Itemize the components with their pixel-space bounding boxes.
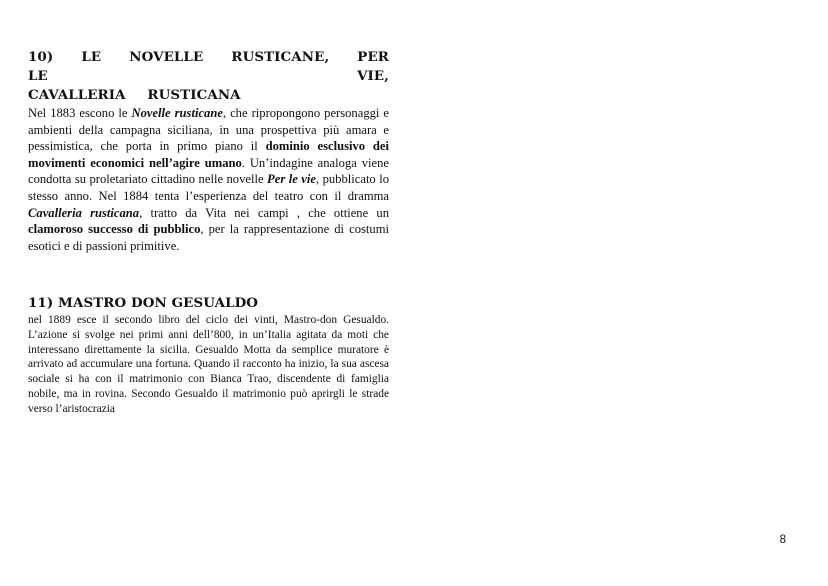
- section-title-line-1: 10) LE NOVELLE RUSTICANE, PER LE VIE,: [28, 49, 389, 84]
- section-paragraph: nel 1889 esce il secondo libro del ciclo dei vinti, Mastro-don Gesualdo. L’azione si svolge nei primi anni dell’800, in un’Italia agitata da moti che interessano direttamente la sicilia. Gesualdo Motta da semplice muratore è arrivato ad accumulare una fortuna. Quando il racconto ha inizio, la sua ascesa sociale si ha con il matrimonio con Bianca Trao, discendente di famiglia nobile, ma in rovina. Secondo Gesualdo il matrimonio può aprirgli le strade verso l’aristocrazia: [28, 314, 389, 415]
- section-paragraph: [28, 105, 389, 254]
- section-mastro-don-gesualdo: [28, 294, 389, 417]
- text-run-bold-italic: Cavalleria rusticana: [28, 205, 140, 220]
- text-run: , pubblicato lo stesso anno. Nel 1884 tenta l’esperienza del teatro con il dramma: [28, 172, 390, 203]
- text-run-bold-italic: Novelle rusticane: [131, 106, 223, 120]
- text-run: Nel 1883 escono le: [28, 106, 132, 120]
- section-title: [28, 48, 389, 105]
- text-run: , che ripropongono personaggi e ambienti della campagna siciliana, in una prospettiva più amara e pessimistica, che porta in primo piano il: [28, 106, 390, 154]
- section-novelle-rusticane: [28, 48, 389, 254]
- section-title: 11) MASTRO DON GESUALDO: [28, 295, 259, 311]
- text-run: , tratto da Vita nei campi , che ottiene un: [139, 205, 389, 220]
- text-run: , per la rappresentazione di costumi esotici e di passioni primitive.: [28, 222, 389, 253]
- text-run-bold: clamoroso successo di pubblico: [28, 222, 201, 237]
- page-number: 8: [779, 534, 786, 546]
- text-run-bold: dominio esclusivo dei movimenti economici nell’agire umano: [28, 139, 389, 170]
- section-title-line-2: CAVALLERIA RUSTICANA: [28, 87, 241, 103]
- text-run-bold-italic: Per le vie: [267, 172, 316, 187]
- text-run: . Un’indagine analoga viene condotta su proletariato cittadino nelle novelle: [28, 155, 389, 187]
